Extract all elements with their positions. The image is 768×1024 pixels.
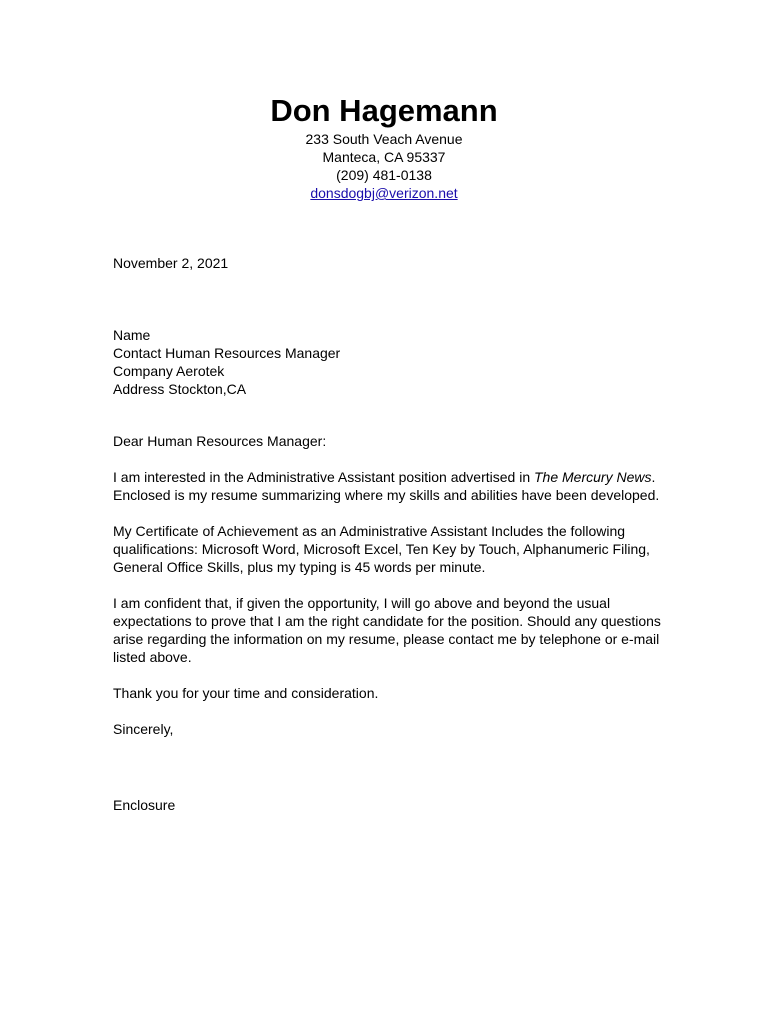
- sender-street: 233 South Veach Avenue: [305, 131, 463, 147]
- paragraph-interest: I am interested in the Administrative Assistant position advertised in The Mercury News. Enclosed is my resume summarizing where my skills and abilities have been developed.: [113, 469, 660, 503]
- sender-city: Manteca, CA 95337: [322, 149, 446, 165]
- paragraph-thanks: Thank you for your time and consideration.: [113, 685, 379, 701]
- recipient-company: Company Aerotek: [113, 363, 225, 379]
- paragraph-qualifications: My Certificate of Achievement as an Administrative Assistant Includes the following qualifications: Microsoft Word, Microsoft Excel, Ten Key by Touch, Alphanumeric Filing, General Office Skills, plus my typing is 45 words per minute.: [113, 523, 650, 575]
- letterhead: [0, 92, 768, 202]
- recipient-name: Name: [113, 327, 151, 343]
- sender-name: Don Hagemann: [270, 93, 498, 128]
- closing: Sincerely,: [113, 721, 174, 737]
- recipient-address: Address Stockton,CA: [113, 381, 247, 397]
- sender-email-link[interactable]: donsdogbj@verizon.net: [310, 185, 458, 201]
- paragraph-confidence: I am confident that, if given the opportunity, I will go above and beyond the usual expectations to prove that I am the right candidate for the position. Should any questions arise regarding the information on my resume, please contact me by telephone or e-mail listed above.: [113, 595, 661, 665]
- letter-date: November 2, 2021: [113, 255, 229, 271]
- publication-name: The Mercury News: [534, 469, 652, 485]
- salutation: Dear Human Resources Manager:: [113, 433, 327, 449]
- enclosure-note: Enclosure: [113, 797, 176, 813]
- sender-phone: (209) 481-0138: [336, 167, 432, 183]
- recipient-contact: Contact Human Resources Manager: [113, 345, 341, 361]
- letter-body: [113, 254, 663, 814]
